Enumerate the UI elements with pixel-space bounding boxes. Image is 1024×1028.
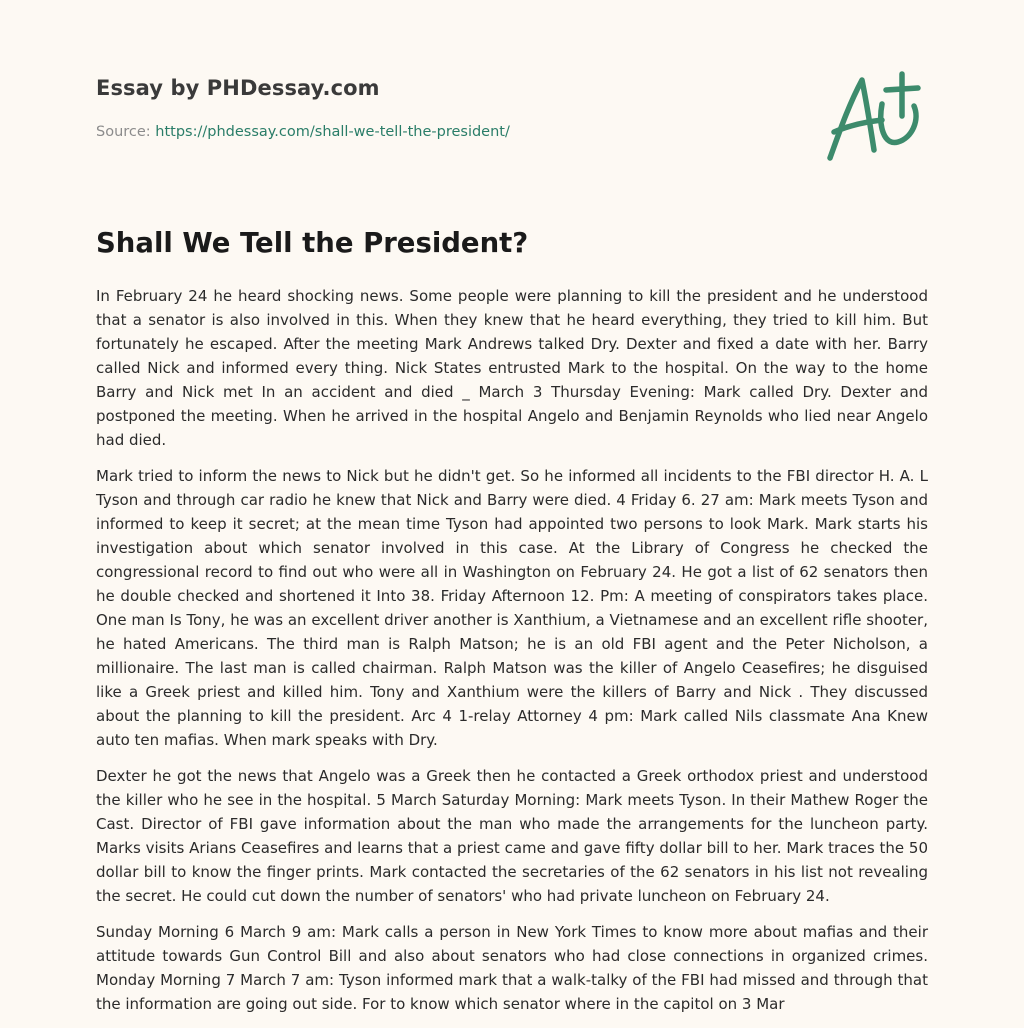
essay-paragraph: Dexter he got the news that Angelo was a Greek then he contacted a Greek orthodox priest and understood the killer who he see in the hospital. 5 March Saturday Morning: Mark meets Tyson. In their Mathew Roger the Cast. Director of FBI gave information about the man who made the arrangements for the luncheon party. Marks visits Arians Ceasefires and learns that a priest came and gave fifty dollar bill to her. Mark traces the 50 dollar bill to know the finger prints. Mark contacted the secretaries of the 62 senators in his list not revealing the secret. He could cut down the number of senators' who had private luncheon on February 24. <box>96 767 928 905</box>
essay-body <box>96 284 928 1028</box>
source-label: Source: <box>96 124 151 140</box>
essay-paragraph: Mark tried to inform the news to Nick but he didn't get. So he informed all incidents to the FBI director H. A. L Tyson and through car radio he knew that Nick and Barry were died. 4 Friday 6. 27 am: Mark meets Tyson and informed to keep it secret; at the mean time Tyson had appointed two persons to look Mark. Mark starts his investigation about which senator involved in this case. At the Library of Congress he checked the congressional record to find out who were all in Washington on February 24. He got a list of 62 senators then he double checked and shortened it Into 38. Friday Afternoon 12. Pm: A meeting of conspirators takes place. One man Is Tony, he was an excellent driver another is Xanthium, a Vietnamese and an excellent rifle shooter, he hated Americans. The third man is Ralph Matson; he is an old FBI agent and the Peter Nicholson, a millionaire. The last man is called chairman. Ralph Matson was the killer of Angelo Ceasefires; he disguised like a Greek priest and killed him. Tony and Xanthium were the killers of Barry and Nick . They discussed about the planning to kill the president. Arc 4 1-relay Attorney 4 pm: Mark called Nils classmate Ana Knew auto ten mafias. When mark speaks with Dry. <box>96 467 928 749</box>
source-line <box>96 124 510 140</box>
essay-title: Shall We Tell the President? <box>96 227 529 259</box>
essay-paragraph: Sunday Morning 6 March 9 am: Mark calls a person in New York Times to know more about mafias and their attitude towards Gun Control Bill and also about senators who had close connections in organized crimes. Monday Morning 7 March 7 am: Tyson informed mark that a walk-talky of the FBI had missed and through that the information are going out side. For to know which senator where in the capitol on 3 Mar <box>96 923 928 1013</box>
site-title: Essay by PHDessay.com <box>96 76 380 100</box>
a-plus-grade-icon <box>822 66 930 166</box>
essay-paragraph: In February 24 he heard shocking news. Some people were planning to kill the president and he understood that a senator is also involved in this. When they knew that he heard everything, they tried to kill him. But fortunately he escaped. After the meeting Mark Andrews talked Dry. Dexter and fixed a date with her. Barry called Nick and informed every thing. Nick States entrusted Mark to the hospital. On the way to the home Barry and Nick met In an accident and died _ March 3 Thursday Evening: Mark called Dry. Dexter and postponed the meeting. When he arrived in the hospital Angelo and Benjamin Reynolds who lied near Angelo had died. <box>96 287 928 449</box>
source-link[interactable]: https://phdessay.com/shall-we-tell-the-president/ <box>155 124 510 140</box>
